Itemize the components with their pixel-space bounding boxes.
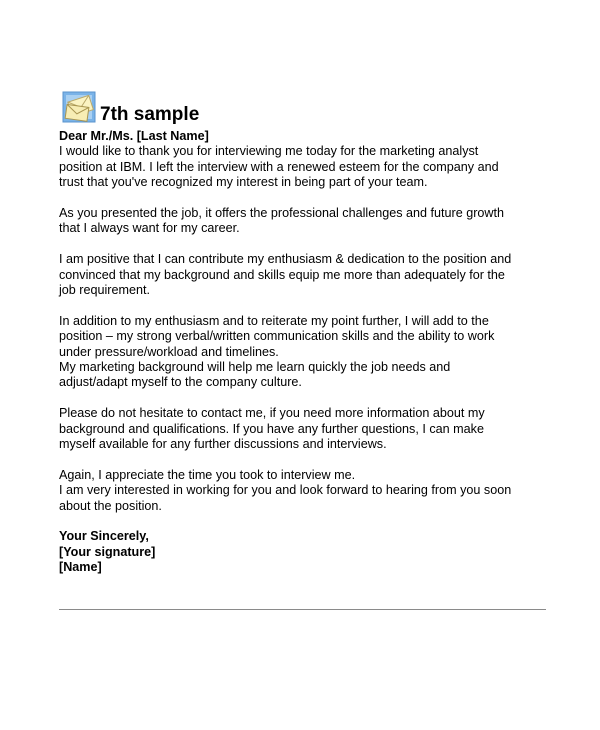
closing-block bbox=[59, 529, 559, 575]
paragraph-line: As you presented the job, it offers the professional challenges and future growth bbox=[59, 206, 505, 221]
paragraph-line: I am very interested in working for you and look forward to hearing from you soon bbox=[59, 483, 512, 498]
paragraph-line: adjust/adapt myself to the company culture. bbox=[59, 375, 302, 390]
paragraph-line: My marketing background will help me learn quickly the job needs and bbox=[59, 360, 451, 375]
paragraph-line: about the position. bbox=[59, 498, 162, 513]
closing-phrase: Your Sincerely, bbox=[59, 529, 149, 544]
letter-body bbox=[59, 129, 559, 576]
paragraph bbox=[59, 206, 559, 237]
paragraph-line: Please do not hesitate to contact me, if you need more information about my bbox=[59, 406, 485, 421]
paragraph-line: background and qualifications. If you have any further questions, I can make bbox=[59, 421, 484, 436]
paragraph bbox=[59, 252, 559, 298]
paragraphs bbox=[59, 144, 559, 514]
paragraph-line: job requirement. bbox=[59, 283, 151, 298]
envelope-stack-icon bbox=[60, 89, 98, 125]
page-title: 7th sample bbox=[100, 104, 200, 125]
paragraph-line: Again, I appreciate the time you took to interview me. bbox=[59, 467, 356, 482]
paragraph-line: position at IBM. I left the interview with a renewed esteem for the company and bbox=[59, 159, 499, 174]
title-row bbox=[60, 89, 540, 129]
paragraph-line: position – my strong verbal/written communication skills and the ability to work bbox=[59, 329, 495, 344]
paragraph bbox=[59, 144, 559, 190]
name-placeholder: [Name] bbox=[59, 560, 102, 575]
paragraph bbox=[59, 314, 559, 391]
paragraph bbox=[59, 406, 559, 452]
signature-placeholder: [Your signature] bbox=[59, 544, 156, 559]
paragraph bbox=[59, 468, 559, 514]
horizontal-divider bbox=[59, 609, 546, 610]
paragraph-line: In addition to my enthusiasm and to reiterate my point further, I will add to the bbox=[59, 313, 489, 328]
paragraph-line: convinced that my background and skills equip me more than adequately for the bbox=[59, 267, 505, 282]
paragraph-line: I would like to thank you for interviewing me today for the marketing analyst bbox=[59, 144, 479, 159]
paragraph-line: myself available for any further discussions and interviews. bbox=[59, 437, 387, 452]
paragraph-line: trust that you've recognized my interest in being part of your team. bbox=[59, 175, 428, 190]
paragraph-line: I am positive that I can contribute my enthusiasm & dedication to the position and bbox=[59, 252, 512, 267]
salutation: Dear Mr./Ms. [Last Name] bbox=[59, 129, 209, 143]
paragraph-line: under pressure/workload and timelines. bbox=[59, 344, 279, 359]
paragraph-line: that I always want for my career. bbox=[59, 221, 240, 236]
